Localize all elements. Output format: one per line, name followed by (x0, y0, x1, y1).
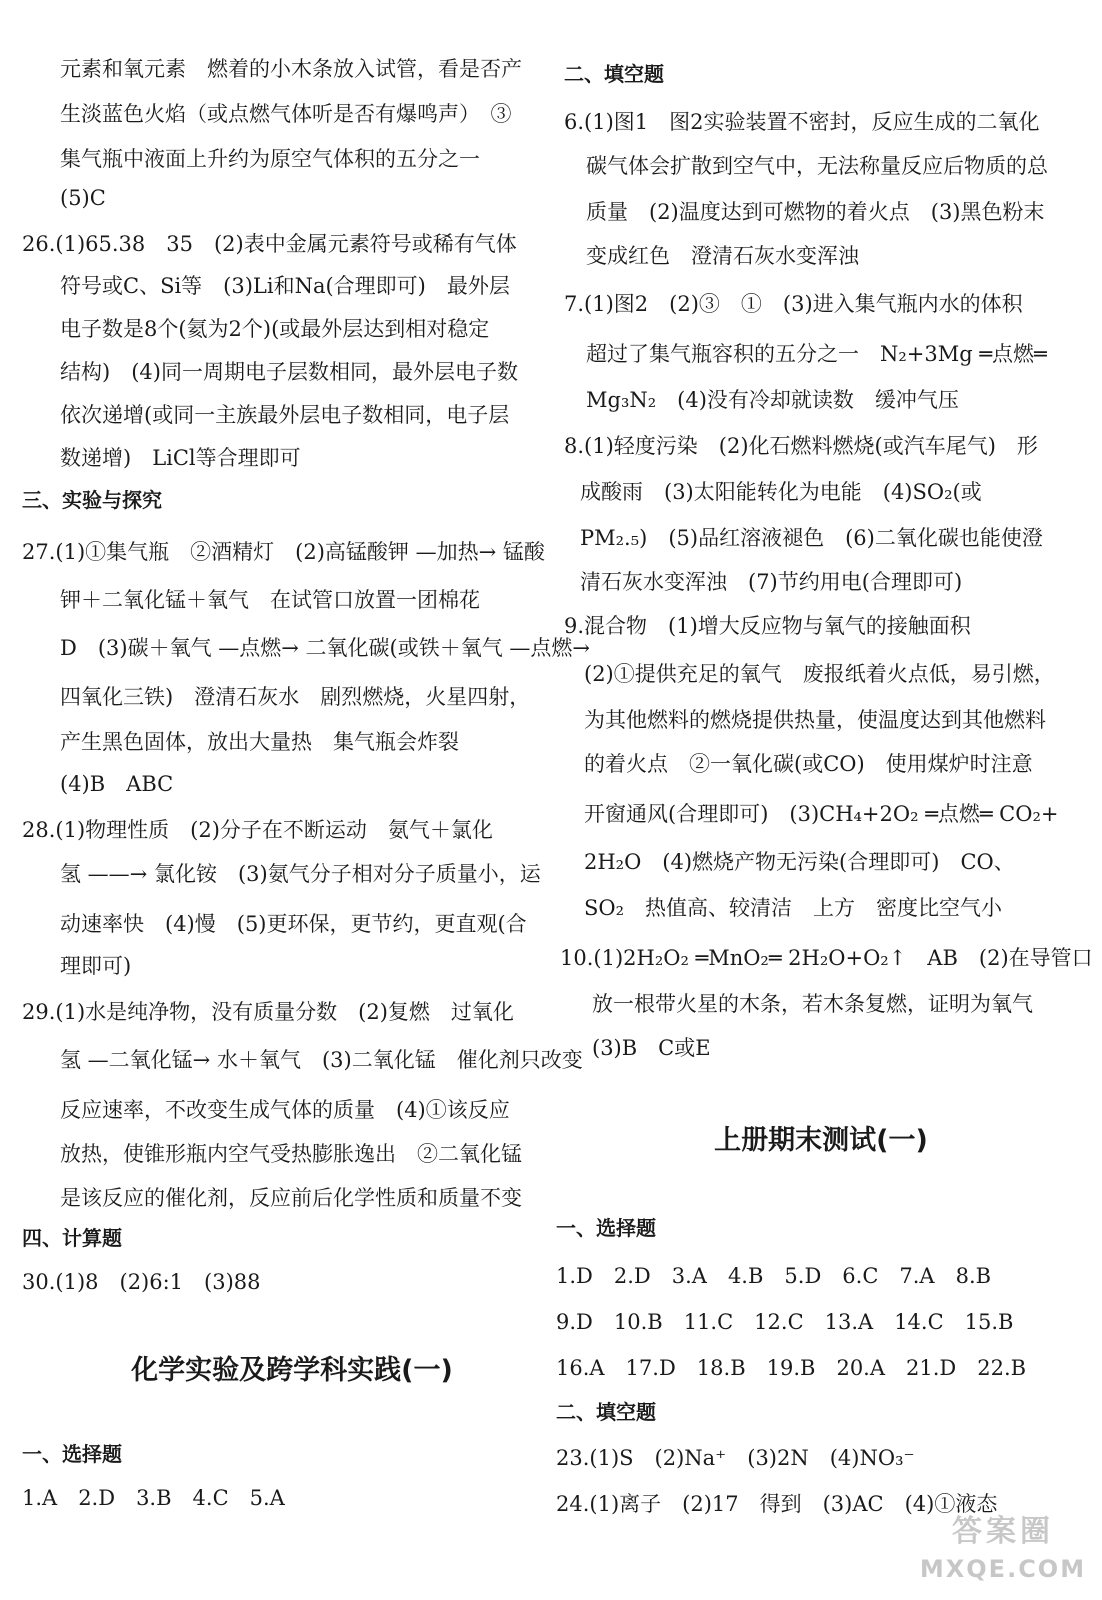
answer-line: 四氧化三铁) 澄清石灰水 剧烈燃烧，火星四射， (60, 685, 531, 709)
answer-line: 成酸雨 (3)太阳能转化为电能 (4)SO₂(或 (580, 480, 982, 504)
answer-line: 变成红色 澄清石灰水变浑浊 (586, 244, 859, 268)
answer-line: 动速率快 (4)慢 (5)更环保，更节约，更直观(合 (60, 912, 527, 936)
answer-line: 符号或C、Si等 (3)Li和Na(合理即可) 最外层 (60, 274, 510, 298)
answer-line: 放一根带火星的木条，若木条复燃，证明为氧气 (592, 992, 1033, 1016)
answer-line: 清石灰水变浑浊 (7)节约用电(合理即可) (580, 570, 963, 594)
section-title: 化学实验及跨学科实践(一) (131, 1355, 453, 1386)
answer-line: 28.(1)物理性质 (2)分子在不断运动 氨气＋氯化 (22, 818, 493, 842)
answer-line: 29.(1)水是纯净物，没有质量分数 (2)复燃 过氧化 (22, 1000, 514, 1024)
watermark-logo-text: 答案圈 (952, 1514, 1054, 1549)
section-heading: 二、填空题 (556, 1400, 656, 1424)
answer-line: 超过了集气瓶容积的五分之一 N₂+3Mg ═点燃═ (586, 342, 1047, 366)
section-heading: 四、计算题 (22, 1226, 122, 1250)
answer-line: 产生黑色固体，放出大量热 集气瓶会炸裂 (60, 730, 459, 754)
answer-line: 钾＋二氧化锰＋氧气 在试管口放置一团棉花 (60, 588, 480, 612)
section-title: 上册期末测试(一) (714, 1125, 928, 1156)
answer-line: 依次递增(或同一主族最外层电子数相同，电子层 (60, 403, 510, 427)
answer-line: (3)B C或E (592, 1036, 711, 1060)
answer-line: 数递增) LiCl等合理即可 (60, 446, 301, 470)
answer-line: 27.(1)①集气瓶 ②酒精灯 (2)高锰酸钾 —加热→ 锰酸 (22, 540, 545, 564)
answer-line: 26.(1)65.38 35 (2)表中金属元素符号或稀有气体 (22, 232, 517, 256)
answer-line: (5)C (60, 186, 106, 210)
choice-row: 1.D 2.D 3.A 4.B 5.D 6.C 7.A 8.B (556, 1264, 992, 1288)
answer-line: (2)①提供充足的氧气 废报纸着火点低，易引燃， (584, 662, 1055, 686)
answer-line: 23.(1)S (2)Na⁺ (3)2N (4)NO₃⁻ (556, 1446, 915, 1470)
section-heading: 二、填空题 (564, 62, 664, 86)
answer-line: 电子数是8个(氦为2个)(或最外层达到相对稳定 (60, 317, 490, 341)
choice-row: 16.A 17.D 18.B 19.B 20.A 21.D 22.B (556, 1356, 1027, 1380)
watermark-url: MXQE.COM (919, 1555, 1087, 1583)
answer-line: 2H₂O (4)燃烧产物无污染(合理即可) CO、 (584, 850, 1015, 874)
answer-line: 生淡蓝色火焰（或点燃气体听是否有爆鸣声） ③ (60, 102, 512, 126)
section-heading: 一、选择题 (556, 1216, 656, 1240)
answer-line: 元素和氧元素 燃着的小木条放入试管，看是否产 (60, 57, 522, 81)
answer-line: 氢 —二氧化锰→ 水＋氧气 (3)二氧化锰 催化剂只改变 (60, 1048, 583, 1072)
answer-line: 集气瓶中液面上升约为原空气体积的五分之一 (60, 147, 480, 171)
answer-line: 9.混合物 (1)增大反应物与氧气的接触面积 (564, 614, 971, 638)
answer-line: 24.(1)离子 (2)17 得到 (3)AC (4)①液态 (556, 1492, 998, 1516)
answer-line: D (3)碳＋氧气 —点燃→ 二氧化碳(或铁＋氧气 —点燃→ (60, 636, 590, 660)
answer-line: 理即可) (60, 954, 132, 978)
answer-line: 放热，使锥形瓶内空气受热膨胀逸出 ②二氧化锰 (60, 1142, 522, 1166)
answer-line: 质量 (2)温度达到可燃物的着火点 (3)黑色粉末 (586, 200, 1045, 224)
answer-line: 结构) (4)同一周期电子层数相同，最外层电子数 (60, 360, 518, 384)
answer-line: 碳气体会扩散到空气中，无法称量反应后物质的总 (586, 154, 1048, 178)
answer-line: Mg₃N₂ (4)没有冷却就读数 缓冲气压 (586, 388, 959, 412)
answer-line: 30.(1)8 (2)6:1 (3)88 (22, 1270, 261, 1294)
answer-line: 开窗通风(合理即可) (3)CH₄+2O₂ ═点燃═ CO₂+ (584, 802, 1059, 826)
answer-line: 7.(1)图2 (2)③ ① (3)进入集气瓶内水的体积 (564, 292, 1023, 316)
section-heading: 一、选择题 (22, 1442, 122, 1466)
answer-line: 氢 ——→ 氯化铵 (3)氨气分子相对分子质量小，运 (60, 862, 541, 886)
answer-line: 反应速率，不改变生成气体的质量 (4)①该反应 (60, 1098, 510, 1122)
choice-row: 9.D 10.B 11.C 12.C 13.A 14.C 15.B (556, 1310, 1014, 1334)
answer-line: 的着火点 ②一氧化碳(或CO) 使用煤炉时注意 (584, 752, 1033, 776)
site-watermark (918, 1510, 1088, 1590)
answer-line: SO₂ 热值高、较清洁 上方 密度比空气小 (584, 896, 1003, 920)
answer-line: PM₂.₅) (5)品红溶液褪色 (6)二氧化碳也能使澄 (580, 526, 1043, 550)
answer-line: (4)B ABC (60, 772, 174, 796)
answer-line: 8.(1)轻度污染 (2)化石燃料燃烧(或汽车尾气) 形 (564, 434, 1038, 458)
answer-line: 6.(1)图1 图2实验装置不密封，反应生成的二氧化 (564, 110, 1040, 134)
answer-line: 1.A 2.D 3.B 4.C 5.A (22, 1486, 285, 1510)
answer-line: 为其他燃料的燃烧提供热量，使温度达到其他燃料 (584, 708, 1046, 732)
answer-line: 是该反应的催化剂，反应前后化学性质和质量不变 (60, 1186, 522, 1210)
answer-line: 10.(1)2H₂O₂ ═MnO₂═ 2H₂O+O₂↑ AB (2)在导管口 (560, 946, 1093, 970)
section-heading: 三、实验与探究 (22, 488, 162, 512)
